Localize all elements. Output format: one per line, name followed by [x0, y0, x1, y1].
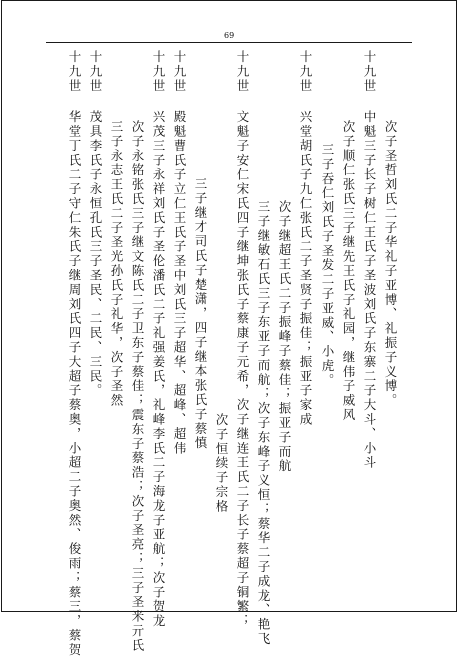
genealogy-column-14: 三子永志王氏二子圣光孙氏子礼华，次子圣然 [109, 120, 124, 408]
genealogy-column-10: 三子继才司氏子楚潇，四子继本张氏子蔡慎 [193, 177, 208, 451]
genealogy-column-15: 十九世 茂具李氏子永恒孔氏三子圣民、二民、三民。 [88, 50, 103, 399]
page-number: 69 [224, 31, 235, 40]
genealogy-column-6: 次子继超王氏二子振峰子蔡佳；振亚子而航 [277, 200, 292, 474]
header-rule [46, 42, 412, 43]
genealogy-column-7: 三子继敏石氏三子东亚子而航；次子东峰子义恒；蔡华二子成龙、艳飞 [256, 200, 271, 647]
genealogy-column-5: 十九世 兴堂胡氏子九仁张氏二子圣贤子振佳；振亚子家成 [298, 50, 313, 427]
genealogy-column-2: 十九世 中魁三子长子树仁王氏子圣波刘氏子东寨二子大斗、小斗 [362, 50, 377, 471]
genealogy-column-13: 次子永铭张氏三子继文陈氏二子卫东子蔡佳；震东子蔡浩；次子圣亮；三子圣米亓氏 [130, 120, 145, 653]
genealogy-column-8: 十九世 文魁子安仁宋氏四子继坤张氏子蔡康子元希，次子继连王氏二子长子蔡超子铜繁； [235, 50, 250, 629]
genealogy-column-12: 十九世 兴茂三子永祥刘氏子圣伦潘氏二子礼强姜氏，礼峰李氏二子海龙子亚航；次子贺龙 [151, 50, 166, 629]
genealogy-column-11: 十九世 殿魁曹氏子立仁王氏子圣中刘氏三子超华、超峰、超伟 [172, 50, 187, 456]
genealogy-column-9: 次子恒续子宗格 [214, 413, 229, 514]
genealogy-column-4: 三子吞仁刘氏子圣发二子亚威、小虎。 [320, 143, 335, 388]
genealogy-column-3: 次子顺仁张氏三子继先王氏子礼园，继伟子威风 [341, 120, 356, 423]
genealogy-column-16: 十九世 华堂丁氏二子守仁朱氏子继周刘氏四子大超子蔡奥，小超二子奥然、俊雨；蔡三，蔡贺 [67, 50, 82, 657]
genealogy-column-1: 次子圣哲刘氏二子华礼子亚博、礼振子义博。 [383, 120, 398, 408]
